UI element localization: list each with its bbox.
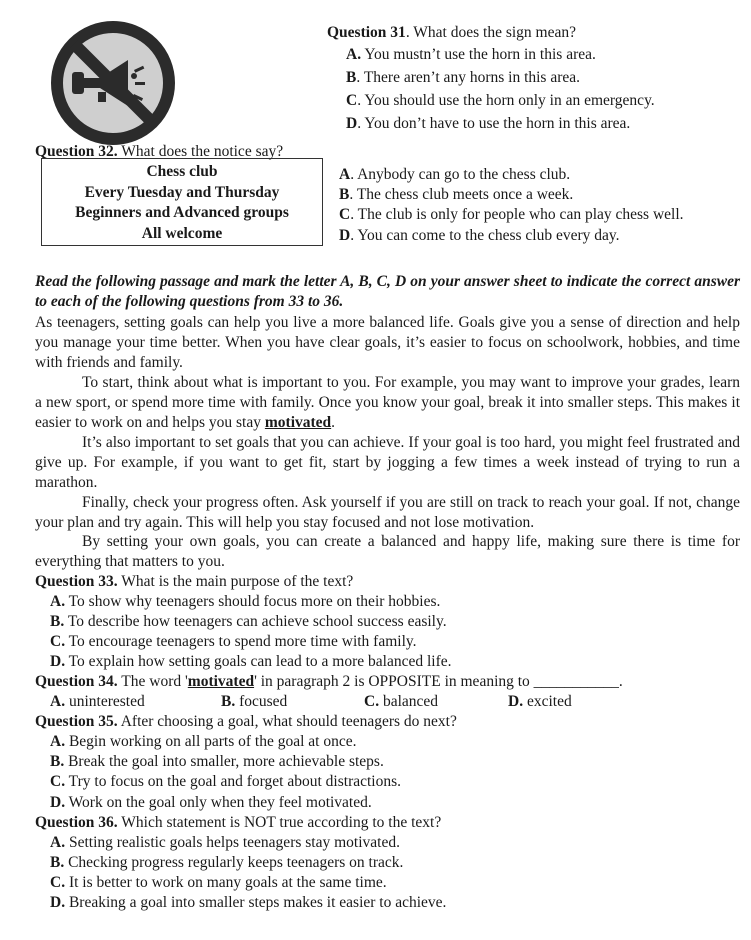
option-letter: C <box>339 206 351 223</box>
passage-paragraph-4: Finally, check your progress often. Ask yourself if you are still on track to reach your goal. If not, change your plan and try again. This will help you stay focused and not lose motivation. <box>35 494 740 531</box>
option-text: . The chess club meets once a week. <box>349 186 574 203</box>
passage-paragraph-2 <box>35 373 740 433</box>
paragraph-text: To start, think about what is important to you. For example, you may want to improve your grades, learn a new sport, or spend more time with family. Once you know your goal, break it into smaller steps. This makes it easier to work on and helps you stay <box>35 374 740 431</box>
option-text: Break the goal into smaller, more achievable steps. <box>64 753 384 770</box>
question-35-option-c[interactable] <box>50 772 401 792</box>
question-36-text: Which statement is NOT true according to the text? <box>117 814 442 831</box>
notice-line: Chess club <box>146 163 218 180</box>
option-text: . You don’t have to use the horn in this area. <box>357 115 631 132</box>
no-horn-sign-icon <box>48 18 178 148</box>
option-letter: A <box>339 166 351 183</box>
option-text: . There aren’t any horns in this area. <box>356 69 581 86</box>
option-text: To show why teenagers should focus more on their hobbies. <box>65 593 441 610</box>
option-letter: A. <box>50 693 66 710</box>
question-36-option-c[interactable] <box>50 873 387 893</box>
question-34-text: The word ' <box>117 673 188 690</box>
question-32-option-c[interactable] <box>339 205 684 225</box>
notice-line: All welcome <box>141 224 223 242</box>
option-text: excited <box>523 693 572 710</box>
question-31-option-a[interactable] <box>346 45 596 65</box>
option-letter: C. <box>50 874 66 891</box>
option-letter: D. <box>50 653 66 670</box>
option-text: . Anybody can go to the chess club. <box>350 166 571 183</box>
question-33-option-a[interactable] <box>50 592 440 612</box>
option-text: Breaking a goal into smaller steps makes it easier to achieve. <box>65 894 447 911</box>
question-36-option-d[interactable] <box>50 893 446 913</box>
option-letter: A. <box>50 834 66 851</box>
question-35-option-d[interactable] <box>50 793 372 813</box>
notice-line: Every Tuesday and Thursday <box>84 183 280 201</box>
question-36-stem <box>35 813 441 833</box>
option-letter: B. <box>50 613 65 630</box>
question-35-option-b[interactable] <box>50 752 384 772</box>
option-letter: C. <box>50 633 66 650</box>
passage-paragraph-1: As teenagers, setting goals can help you live a more balanced life. Goals give you a sense of direction and help you manage your time better. When you have clear goals, it’s easier to focus on schoolwork, hobbies, and time with friends and family. <box>35 314 740 371</box>
question-32-option-a[interactable] <box>339 165 570 185</box>
option-letter: A. <box>50 593 66 610</box>
option-text: To explain how setting goals can lead to a more balanced life. <box>65 653 452 670</box>
question-36-option-a[interactable] <box>50 833 400 853</box>
question-31-stem <box>327 23 576 43</box>
question-36-option-b[interactable] <box>50 853 403 873</box>
question-33-option-b[interactable] <box>50 612 447 632</box>
question-33-option-d[interactable] <box>50 652 452 672</box>
question-34-option-c[interactable] <box>364 692 438 712</box>
option-text: focused <box>235 693 288 710</box>
option-letter: B <box>339 186 350 203</box>
question-32-option-d[interactable] <box>339 226 620 246</box>
option-letter: B <box>346 69 357 86</box>
option-letter: D. <box>50 894 66 911</box>
option-text: It is better to work on many goals at the same time. <box>65 874 387 891</box>
question-33-text: What is the main purpose of the text? <box>117 573 354 590</box>
option-text: You mustn’t use the horn in this area. <box>361 46 596 63</box>
option-text: . You should use the horn only in an emergency. <box>357 92 655 109</box>
option-text: Setting realistic goals helps teenagers stay motivated. <box>65 834 400 851</box>
option-letter: C. <box>364 693 380 710</box>
option-text: Work on the goal only when they feel motivated. <box>65 794 372 811</box>
question-34-stem <box>35 672 623 692</box>
key-word: motivated <box>187 673 255 690</box>
option-text: To encourage teenagers to spend more time with family. <box>65 633 417 650</box>
passage-paragraph-5: By setting your own goals, you can create a balanced and happy life, making sure there is time for everything that matters to you. <box>35 533 740 570</box>
question-34-option-b[interactable] <box>221 692 287 712</box>
chess-club-notice <box>41 158 323 246</box>
option-letter: B. <box>221 693 236 710</box>
key-word: motivated <box>264 414 332 431</box>
question-31-option-d[interactable] <box>346 114 630 134</box>
option-letter: D <box>346 115 358 132</box>
option-letter: D. <box>50 794 66 811</box>
option-text: uninterested <box>65 693 145 710</box>
option-text: To describe how teenagers can achieve school success easily. <box>64 613 447 630</box>
option-letter: A. <box>50 733 66 750</box>
option-letter: D. <box>508 693 524 710</box>
question-34-text: ' in paragraph 2 is OPPOSITE in meaning to ___________. <box>254 673 623 690</box>
option-letter: A. <box>346 46 362 63</box>
question-32-text: What does the notice say? <box>117 143 284 160</box>
passage-paragraph-3: It’s also important to set goals that you can achieve. If your goal is too hard, you might feel frustrated and give up. For example, if you want to get fit, start by jogging a few times a week instead of trying to run a marathon. <box>35 434 740 491</box>
question-33-label: Question 33. <box>35 573 118 590</box>
option-letter: D <box>339 227 351 244</box>
option-letter: C <box>346 92 358 109</box>
question-33-option-c[interactable] <box>50 632 417 652</box>
question-31-option-b[interactable] <box>346 68 580 88</box>
question-35-stem <box>35 712 457 732</box>
option-letter: B. <box>50 753 65 770</box>
question-31-text: . What does the sign mean? <box>405 24 576 41</box>
question-31-label: Question 31 <box>327 24 406 41</box>
option-letter: B. <box>50 854 65 871</box>
option-text: Try to focus on the goal and forget about distractions. <box>65 773 402 790</box>
question-32-option-b[interactable] <box>339 185 573 205</box>
option-text: balanced <box>379 693 439 710</box>
question-34-label: Question 34. <box>35 673 118 690</box>
option-text: . You can come to the chess club every day. <box>350 227 620 244</box>
option-text: . The club is only for people who can play chess well. <box>350 206 684 223</box>
question-32-label: Question 32. <box>35 143 118 160</box>
section-instruction: Read the following passage and mark the letter A, B, C, D on your answer sheet to indicate the correct answer to each of the following questions from 33 to 36. <box>35 273 740 310</box>
option-letter: C. <box>50 773 66 790</box>
question-35-option-a[interactable] <box>50 732 357 752</box>
option-text: Begin working on all parts of the goal at once. <box>65 733 357 750</box>
question-34-option-d[interactable] <box>508 692 572 712</box>
question-31-option-c[interactable] <box>346 91 655 111</box>
question-34-option-a[interactable] <box>50 692 145 712</box>
paragraph-text: . <box>331 414 336 431</box>
option-text: Checking progress regularly keeps teenagers on track. <box>64 854 404 871</box>
question-33-stem <box>35 572 353 592</box>
question-36-label: Question 36. <box>35 814 118 831</box>
question-35-label: Question 35. <box>35 713 118 730</box>
notice-line: Beginners and Advanced groups <box>75 204 289 221</box>
question-35-text: After choosing a goal, what should teenagers do next? <box>117 713 457 730</box>
